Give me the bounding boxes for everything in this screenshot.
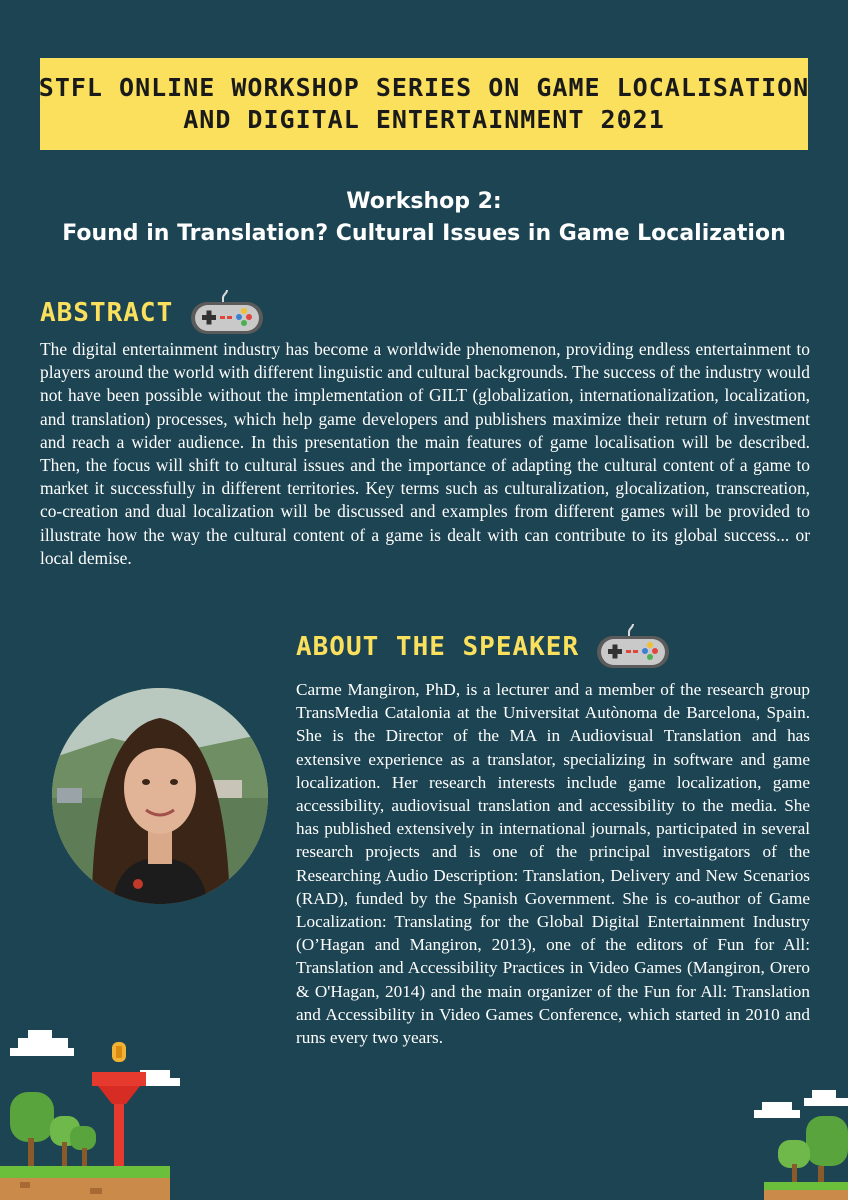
- gamepad-icon: [595, 622, 671, 672]
- speaker-bio: Carme Mangiron, PhD, is a lecturer and a member of the research group TransMedia Catalonia at the Universitat Autònoma de Barcelona, Spain. She is the Director of the MA in Audiovisual Translation and has extensive experience as a translator, specializing in software and game localization. Her research interests include game localization, game accessibility, audiovisual translation and accessibility to the media. She has published extensively in international journals, participated in several research projects and is one of the principal investigators of the Researching Audio Description: Translation, Delivery and New Scenarios (RAD), funded by the Spanish Government. She is co-author of Game Localization: Translating for the Global Digital Entertainment Industry (O’Hagan and Mangiron, 2013), one of the editors of Fun for All: Translation and Accessibility Practices in Video Games (Mangiron, Orero & O'Hagan, 2014) and the main organizer of the Fun for All: Translation and Accessibility in Video Games Conference, which started in 2010 and runs every two years.: [296, 680, 810, 1048]
- speaker-heading: [296, 622, 671, 672]
- abstract-heading: [40, 288, 265, 338]
- speaker-heading-label: ABOUT THE SPEAKER: [296, 632, 580, 662]
- abstract-text: The digital entertainment industry has become a worldwide phenomenon, providing endless entertainment to players around the world with different linguistic and cultural backgrounds. The success of the industry would not have been possible without the implementation of GILT (globalization, internationalization, localization, and translation) processes, which help game developers and publishers maximize their return of investment and reach a wider audience. In this presentation the main features of game localisation will be described. Then, the focus will shift to cultural issues and the importance of adapting the cultural content of a game to market it successfully in different territories. Key terms such as culturalization, glocalization, transcreation, co-creation and dual localization will be discussed and examples from different games will be provided to illustrate how the way the cultural content of a game is dealt with can contribute to its global success... or local demise.: [40, 339, 810, 568]
- abstract-heading-label: ABSTRACT: [40, 298, 174, 328]
- pixel-scenery-right: [752, 1090, 848, 1200]
- workshop-number: Workshop 2:: [346, 189, 502, 214]
- title-banner: [40, 58, 808, 150]
- workshop-title: Found in Translation? Cultural Issues in Game Localization: [62, 221, 786, 246]
- speaker-photo: [52, 688, 268, 904]
- speaker-portrait: [52, 688, 268, 904]
- gamepad-icon: [189, 288, 265, 338]
- banner-line-1: STFL ONLINE WORKSHOP SERIES ON GAME LOCALISATION: [38, 73, 810, 102]
- banner-line-2: AND DIGITAL ENTERTAINMENT 2021: [183, 105, 665, 134]
- pixel-scenery-left: [0, 1030, 190, 1200]
